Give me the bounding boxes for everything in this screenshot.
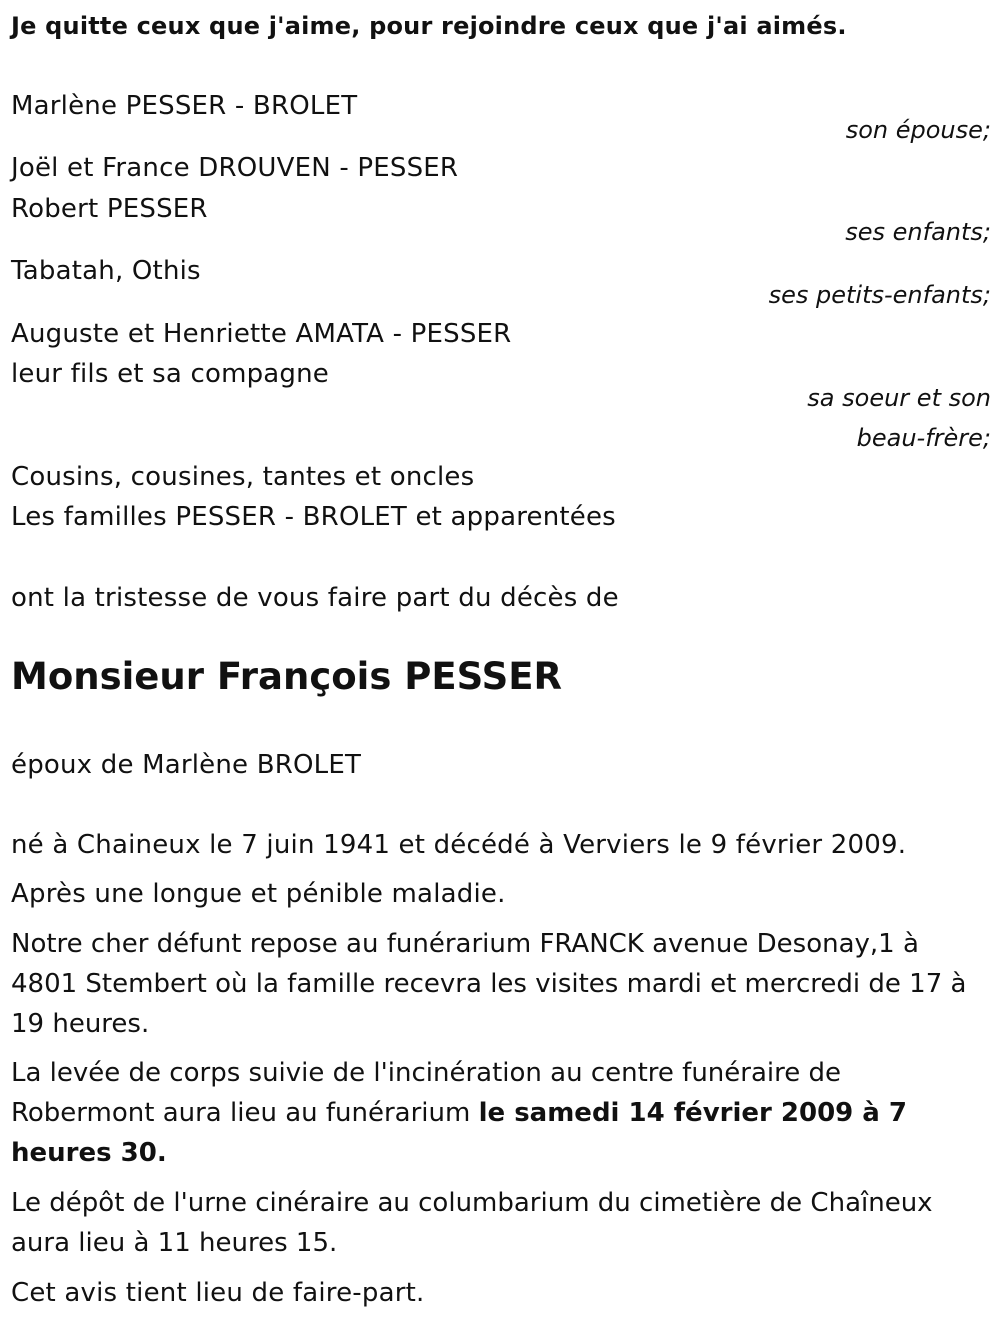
announcement-text: ont la tristesse de vous faire part du décès de bbox=[11, 583, 619, 613]
spouse-name: Marlène PESSER - BROLET bbox=[11, 91, 358, 121]
child-name-1: Joël et France DROUVEN - PESSER bbox=[11, 153, 459, 183]
ceremony-intro: La levée de corps suivie de l'incinération au centre funéraire de Robermont aura lieu au funérarium bbox=[11, 1058, 842, 1128]
ceremony-paragraph bbox=[11, 1053, 986, 1173]
child-name-2: Robert PESSER bbox=[11, 194, 208, 224]
opening-quote: Je quitte ceux que j'aime, pour rejoindre ceux que j'ai aimés. bbox=[11, 12, 847, 40]
grandchildren-names: Tabatah, Othis bbox=[11, 256, 201, 286]
families-line: Les familles PESSER - BROLET et apparentées bbox=[11, 502, 616, 532]
urn-paragraph: Le dépôt de l'urne cinéraire au columbarium du cimetière de Chaîneux aura lieu à 11 heures 15. bbox=[11, 1188, 933, 1258]
cousins-line: Cousins, cousines, tantes et oncles bbox=[11, 462, 475, 492]
spouse-of-line: époux de Marlène BROLET bbox=[11, 750, 362, 780]
sister-relation-line-1: sa soeur et son bbox=[807, 384, 991, 412]
rest-paragraph: Notre cher défunt repose au funérarium FRANCK avenue Desonay,1 à 4801 Stembert où la famille recevra les visites mardi et mercredi de 17 à 19 heures. bbox=[11, 929, 967, 1039]
sister-family: leur fils et sa compagne bbox=[11, 359, 330, 389]
cause-line: Après une longue et pénible maladie. bbox=[11, 879, 506, 909]
sister-relation-line-2: beau-frère; bbox=[856, 424, 991, 452]
birth-death-line: né à Chaineux le 7 juin 1941 et décédé à Verviers le 9 février 2009. bbox=[11, 830, 907, 860]
closing-line: Cet avis tient lieu de faire-part. bbox=[11, 1278, 425, 1308]
ceremony-date: le samedi 14 février 2009 à 7 heures 30. bbox=[11, 1098, 907, 1168]
children-relation: ses enfants; bbox=[845, 218, 991, 246]
spouse-relation: son épouse; bbox=[845, 116, 991, 144]
grandchildren-relation: ses petits-enfants; bbox=[768, 281, 991, 309]
sister-name: Auguste et Henriette AMATA - PESSER bbox=[11, 319, 512, 349]
deceased-name: Monsieur François PESSER bbox=[11, 655, 563, 698]
